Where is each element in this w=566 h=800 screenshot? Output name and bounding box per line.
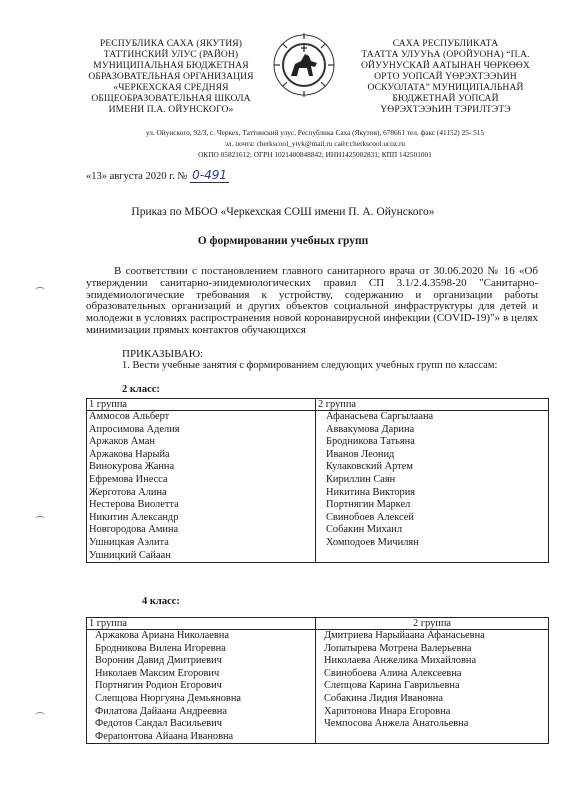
class-4-table	[86, 617, 549, 744]
header-right-line: САХА РЕСПУБЛИКАТА	[392, 38, 499, 49]
student-name: Аввакумова Дарина	[326, 423, 415, 435]
group-1-list	[87, 411, 316, 563]
header-right-line: ТААТТА УЛУУҺА (ОРОЙУОНА) “П.А.	[361, 49, 530, 60]
student-name: Аржакова Ариана Николаевна	[95, 630, 229, 641]
student-name: Хомподоев Мичилян	[326, 536, 419, 548]
binder-mark	[35, 712, 45, 719]
student-name: Ферапонтова Айаана Ивановна	[95, 730, 234, 742]
student-name: Чемпосова Анжела Анатольевна	[324, 718, 469, 730]
student-name: Аржакова Нарыйа	[89, 448, 170, 460]
student-name: Свинобоев Алексей	[326, 511, 414, 523]
student-name: Воронин Давид Дмитриевич	[95, 655, 222, 667]
group-1-header: 1 группа	[87, 399, 316, 411]
student-name: Николаева Анжелика Михайловна	[324, 655, 477, 667]
student-name: Бродникова Вилена Игоревна	[95, 642, 226, 654]
header-right-line: БЮДЖЕТНАЙ УОПСАЙ	[392, 93, 499, 104]
binder-mark	[35, 287, 45, 294]
header-right-line: ОСКУОЛАТА” МУНИЦИПАЛЬНАЙ	[367, 82, 524, 93]
group-1-header: 1 группа	[87, 618, 316, 630]
student-name: Ефремова Инесса	[89, 473, 168, 485]
header-right-line: ОРТО УОПСАЙ ҮӨРЭХТЭЭҺИН	[374, 71, 517, 82]
group-2-header: 2 группа	[316, 618, 549, 630]
student-name: Слепцова Нюргуяна Демьяновна	[95, 692, 241, 704]
order-title: Приказ по МБОО «Черкехская СОШ имени П. А. Ойунского»	[131, 206, 435, 218]
student-name: Афанасьева Саргылаана	[326, 411, 434, 422]
student-name: Новгородова Амина	[89, 524, 179, 536]
header-left-line: ОБРАЗОВАТЕЛЬНАЯ ОРГАНИЗАЦИЯ	[88, 71, 254, 82]
class-2-title: 2 класс:	[122, 384, 160, 395]
contact-line: эл. почта: cherkscool_ytyk@mail.ru сайт:cherkscool.ucoz.ru	[224, 139, 406, 148]
student-name: Нестерова Виолетта	[89, 499, 179, 511]
header-right-line: ҮӨРЭХТЭЭҺИН ТЭРИЛТЭТЭ	[380, 104, 511, 115]
order-item-1: 1. Вести учебные занятия с формированием следующих учебных групп по классам:	[122, 360, 498, 371]
student-name: Николаев Максим Егорович	[95, 667, 220, 679]
student-name: Филатова Дайаана Андреевна	[95, 705, 227, 717]
registration-line: ОКПО 05821612; ОГРН 1021400848842; ИНН1425002831; КПП 142501001	[198, 150, 432, 159]
binder-mark	[35, 516, 45, 523]
student-name: Аржаков Аман	[89, 436, 155, 448]
student-name: Никитин Александр	[89, 511, 179, 523]
student-name: Лопатырева Мотрена Валерьевна	[324, 642, 472, 654]
student-name: Аммосов Альберт	[89, 411, 170, 422]
document-heading: О формировании учебных групп	[197, 235, 369, 247]
student-name: Слепцова Карина Гаврильевна	[324, 680, 460, 692]
header-left-block	[82, 38, 260, 115]
header-right-block	[343, 38, 548, 115]
student-name: Жерготова Алина	[89, 486, 167, 498]
student-name: Портнягин Маркел	[326, 499, 411, 511]
student-name: Дмитриева Нарыйаана Афанасьевна	[324, 630, 485, 641]
student-name: Иванов Леонид	[326, 448, 395, 460]
student-name: Винокурова Жанна	[89, 461, 175, 473]
student-name: Никитина Виктория	[326, 486, 416, 498]
order-date-line	[86, 168, 229, 182]
student-name: Собакина Лидия Ивановна	[324, 692, 443, 704]
group-1-list	[87, 630, 316, 744]
student-name: Собакин Михаил	[326, 524, 403, 536]
header-left-line: ИМЕНИ П.А. ОЙУНСКОГО»	[108, 104, 234, 115]
header-left-line: МУНИЦИПАЛЬНАЯ БЮДЖЕТНАЯ	[93, 60, 249, 71]
preamble-paragraph	[86, 266, 538, 337]
header-left-line: РЕСПУБЛИКА САХА (ЯКУТИЯ)	[99, 38, 243, 49]
group-2-list	[316, 630, 549, 744]
order-command: ПРИКАЗЫВАЮ:	[122, 348, 204, 360]
student-name: Апросимова Аделия	[89, 423, 180, 435]
student-name: Портнягин Родион Егорович	[95, 680, 222, 692]
student-name: Бродникова Татьяна	[326, 436, 415, 448]
student-name: Кириллин Саян	[326, 473, 396, 485]
preamble-text: В соответствии с постановлением главного санитарного врача от 30.06.2020 № 16 «Об утверждении санитарно-эпидемиологических правил СП 3.1/2.4.3598-20 "Санитарно-эпидемиологические требования к устройству, содержанию и организации работы образовательных организаций и других объектов социальной инфраструктуры для детей и молодежи в условиях распространения новой коронавирусной инфекции (COVID-19)"» в целях минимизации прямых контактов обучающихся	[86, 265, 538, 336]
address-line: ул. Ойунского, 92/3, с. Черкех, Таттинский улус, Республика Саха (Якутия), 678661 тел. факс (41152) 25- 515	[145, 128, 485, 137]
student-name: Ушницкий Сайаан	[89, 549, 171, 561]
student-name: Харитонова Инара Егоровна	[324, 705, 451, 717]
header-left-line: «ЧЕРКЕХСКАЯ СРЕДНЯЯ	[113, 82, 229, 93]
student-name: Федотов Сандал Васильевич	[95, 718, 222, 730]
header-left-line: ТАТТИНСКИЙ УЛУС (РАЙОН)	[103, 49, 239, 60]
coat-of-arms-emblem	[271, 30, 337, 100]
header-right-line: ОЙУУНУСКАЙ ААТЫНАН ЧӨРКӨӨХ	[361, 60, 530, 71]
order-number: 0-491	[192, 168, 227, 182]
group-2-list	[316, 411, 549, 563]
order-date: «13» августа 2020 г. №	[86, 171, 188, 182]
class-2-table	[86, 398, 549, 563]
student-name: Свинобоева Алина Алексеевна	[324, 667, 462, 679]
student-name: Ушницкая Аэлита	[89, 536, 169, 548]
student-name: Кулаковский Артем	[326, 461, 413, 473]
group-2-header: 2 группа	[316, 399, 549, 411]
header-left-line: ОБЩЕОБРАЗОВАТЕЛЬНАЯ ШКОЛА	[91, 93, 251, 104]
class-4-title: 4 класс:	[142, 596, 180, 607]
